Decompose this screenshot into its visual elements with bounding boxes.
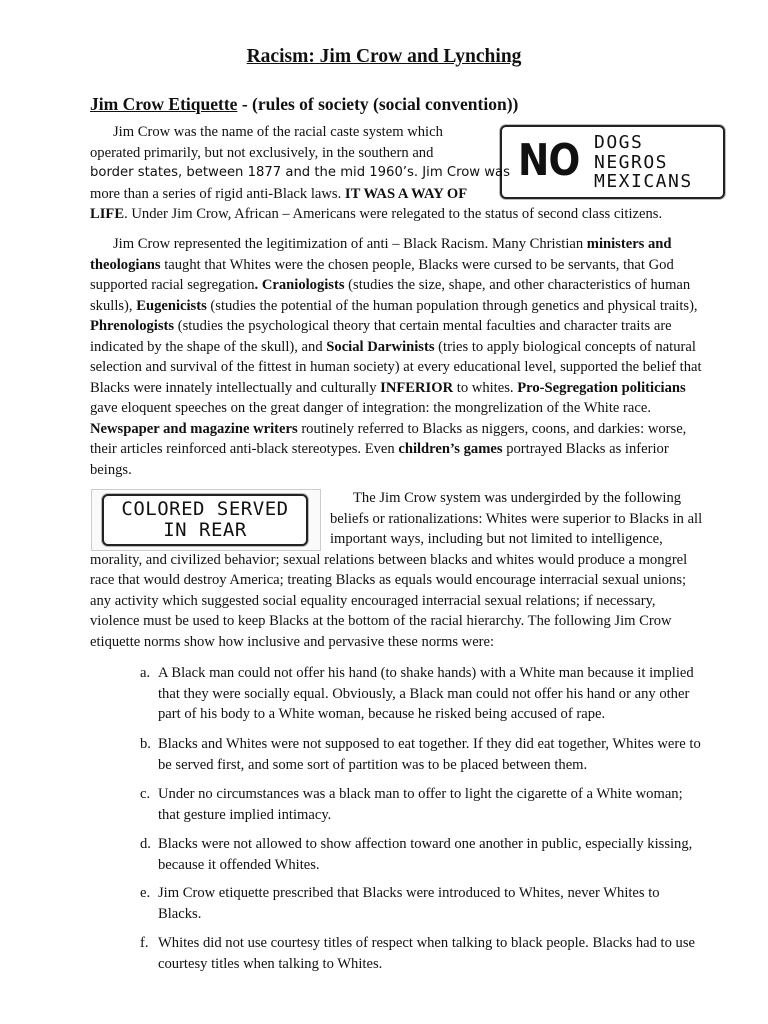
sign-no-word: NO [518, 135, 580, 186]
section-heading-main: Jim Crow Etiquette [90, 94, 238, 114]
section-heading [90, 94, 518, 115]
p2-line-8b: INFERIOR [380, 379, 454, 396]
p2-line-4b: Eugenicists [136, 297, 207, 314]
list-line: that gesture implied intimacy. [158, 806, 332, 823]
list-marker: d. [140, 836, 151, 852]
sign-no-line-3: MEXICANS [594, 171, 693, 192]
list-line: be served first, and some sort of partition was to be placed between them. [158, 756, 588, 773]
p2-line-8c: to whites. [453, 379, 518, 396]
p2-line-2a: theologians [90, 256, 161, 273]
p1-line-5a: LIFE [90, 206, 125, 222]
p1-line-1: Jim Crow was the name of the racial caste system which [113, 124, 443, 140]
p2-line-4a: skulls), [90, 297, 137, 314]
list-line: Blacks and Whites were not supposed to eat together. If they did eat together, Whites were to [158, 736, 701, 752]
p3-line-3: important ways, including but not limited to intelligence, [330, 531, 663, 547]
p2-line-6a: indicated by the shape of the skull), and [90, 338, 327, 355]
p3-line-8: etiquette norms show how inclusive and pervasive these norms were: [90, 633, 495, 650]
list-marker: c. [140, 786, 151, 802]
p1-line-3: border states, between 1877 and the mid 1960’s. Jim Crow was [90, 165, 510, 180]
p2-line-3a: supported racial segregation [90, 277, 255, 293]
list-line: Under no circumstances was a black man to offer to light the cigarette of a White woman; [158, 786, 683, 802]
list-marker: a. [140, 665, 151, 681]
p2-line-6b: Social Darwinists [326, 338, 435, 355]
p3-line-2: beliefs or rationalizations: Whites were superior to Blacks in all [330, 510, 703, 527]
p3-line-5: race that would destroy America; treating Blacks as equals would encourage interracial sexual unions; [90, 572, 687, 588]
list-line: Whites did not use courtesy titles of respect when talking to black people. Blacks had to use [158, 935, 695, 951]
list-line: that they were socially equal. Obviously, a Black man could not offer his hand or any other [158, 685, 690, 702]
sign-colored-line-2: IN REAR [163, 519, 247, 541]
p2-line-4c: (studies the potential of the human population through genetics and physical traits), [206, 297, 698, 314]
sign-no-line-1: DOGS [594, 132, 644, 153]
p2-line-1b: ministers and [586, 236, 672, 252]
p2-line-10a: Newspaper and magazine writers [90, 420, 298, 437]
sign-no-line-2: NEGROS [594, 151, 669, 173]
list-line: courtesy titles when talking to Whites. [158, 955, 383, 972]
p2-line-8d: Pro-Segregation politicians [517, 379, 686, 396]
paragraph-1 [90, 122, 768, 225]
p1-line-4b: IT WAS A WAY OF [344, 185, 468, 202]
p1-line-2: operated primarily, but not exclusively, in the southern and [90, 144, 434, 161]
p2-line-1a: Jim Crow represented the legitimization of anti – Black Racism. Many Christian [113, 236, 587, 252]
section-heading-rest: - (rules of society (social convention)) [237, 94, 519, 114]
p2-line-11c: portrayed Blacks as inferior [502, 441, 669, 457]
p3-line-6: any activity which suggested social equality encouraged interracial sexual relations; if necessary, [90, 592, 656, 609]
list-line: Blacks. [158, 905, 202, 922]
list-line: because it offended Whites. [158, 856, 320, 873]
list-marker: f. [140, 935, 149, 951]
p1-line-4a: more than a series of rigid anti-Black laws. [90, 185, 345, 202]
page-title: Racism: Jim Crow and Lynching [246, 46, 522, 67]
list-line: Jim Crow etiquette prescribed that Blacks were introduced to Whites, never Whites to [158, 885, 660, 901]
list-marker: b. [140, 736, 151, 752]
p2-line-3c: (studies the size, shape, and other characteristics of human [344, 277, 691, 293]
p2-line-5b: (studies the psychological theory that certain mental faculties and character traits are [174, 318, 672, 334]
list-line: Blacks were not allowed to show affection toward one another in public, especially kissing, [158, 836, 693, 852]
p2-line-3b: . Craniologists [254, 277, 345, 293]
p3-line-1: The Jim Crow system was undergirded by the following [353, 490, 682, 506]
p2-line-9: gave eloquent speeches on the great danger of integration: the mongrelization of the White race. [90, 400, 651, 416]
paragraph-3 [90, 488, 730, 652]
p2-line-5a: Phrenologists [90, 318, 175, 334]
list-line: A Black man could not offer his hand (to shake hands) with a White man because it implied [158, 665, 694, 681]
list-marker: e. [140, 885, 151, 901]
p2-line-8a: Blacks were innately intellectually and culturally [90, 379, 381, 396]
p2-line-10b: routinely referred to Blacks as niggers, coons, and darkies: worse, [297, 420, 687, 437]
p3-line-7: violence must be used to keep Blacks at the bottom of the racial hierarchy. The following Jim Crow [90, 613, 672, 629]
p2-line-7: selection and survival of the fittest in human society) at every educational level, supported the belief that [90, 359, 702, 375]
p1-line-5b: . Under Jim Crow, African – Americans were relegated to the status of second class citizens. [124, 206, 663, 222]
sign-colored-line-1: COLORED SERVED [121, 498, 289, 520]
list-line: part of his body to a White woman, because he risked being accused of rape. [158, 706, 606, 722]
paragraph-2 [90, 234, 730, 480]
p2-line-2b: taught that Whites were the chosen people, Blacks were cursed to be servants, that God [160, 256, 674, 273]
p2-line-12: beings. [90, 461, 132, 478]
p2-line-6c: (tries to apply biological concepts of natural [434, 338, 696, 355]
p2-line-11b: children’s games [398, 441, 503, 457]
p2-line-11a: their articles reinforced anti-black stereotypes. Even [90, 441, 399, 457]
p3-line-4: morality, and civilized behavior; sexual relations between blacks and whites would produce a mongrel [90, 551, 688, 568]
